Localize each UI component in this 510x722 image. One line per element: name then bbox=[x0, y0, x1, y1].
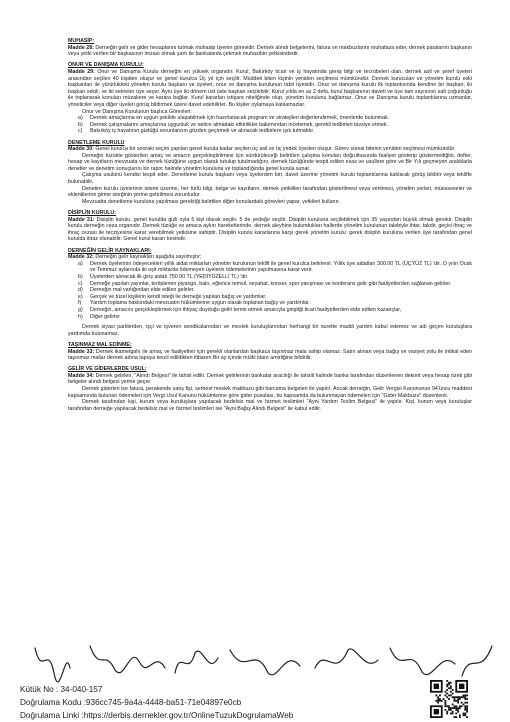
paragraph-text: Derneğin gelir ve gider hesaplarını tutmak muhasip üyenin görevidir. Dernek alındı belgelerini, fatura ve makbuzlarını muhafaza eder, dernek paralarını başkanın veya yetki verilen bir başkasının imzası olmak şartı ile bankalarda çekmek muhasibin yetkisindedir. bbox=[68, 44, 472, 58]
paragraph-text: Derneğin tüzükte gösterilen amaç ve amacın gerçekleştirilmesi için sürdürüleceği belirtilen çalışma konuları doğrultusunda faaliyet gösterip göstermediğini, defter, hesap ve kayıtların mevzuata ve dernek tüzüğüne uygun olarak tutulup tutulmadığını, dernek tüzüğünde tespit edilen esas ve usullere göre ve Bir Yılı geçmeyen aralıklarla denetler ve denetim sonuçlarını bir rapor halinde yönetim kuruluna ve toplandığında genel kurula sunar. bbox=[68, 152, 472, 172]
paragraph-text: Genel kurulca bir sonraki seçim yapılan genel kurula kadar seçilen üç asil ve üç yedek üyeden oluşur. Görev süresi bitenin yeniden seçilmesi mümkündür. bbox=[93, 146, 456, 153]
list-item-label: e) bbox=[78, 293, 83, 300]
list-item-label: b) bbox=[78, 273, 83, 280]
list-item-label: c) bbox=[78, 280, 83, 287]
paragraph-text: Çalışma usulünü kendisi tespit eder. Denetleme kurulu başkanı veya üyelerden biri, davet üzerine yönetim kurulu toplantılarına katılarak görüş bildirir veya teklifte bulunabilir. bbox=[68, 172, 472, 186]
list-item-text: Dernek üyelerinin ödeyecekleri yıllık aidat miktarları yönetim kurulunun teklifi ile genel kurulca belirlenir. Yıllık üye aidatları 300.00 TL (ÜÇYÜZ TL) 'dir. O yılın Ocak ve Temmuz aylarında iki eşit miktarda ödemeyen üyelerin ödemelerinin yapılmasına karar verir. bbox=[90, 260, 472, 274]
list-item-text: Bakırköy iş hayatının güdüğü sorunlarının gözden geçirmek ve alınacak tedbirlere ışık tutmaktır. bbox=[90, 128, 315, 135]
list-item bbox=[68, 314, 472, 321]
signature-2 bbox=[90, 646, 165, 673]
section-heading: GELİR VE GİDERLERDE USUL: bbox=[68, 366, 147, 373]
list-item-label: c) bbox=[78, 128, 83, 135]
paragraph bbox=[68, 172, 472, 185]
paragraph bbox=[68, 386, 472, 399]
list-item bbox=[68, 122, 472, 129]
paragraph bbox=[68, 199, 472, 206]
paragraph bbox=[68, 186, 472, 199]
signature-7 bbox=[462, 646, 492, 676]
section bbox=[68, 62, 472, 135]
verification-footer bbox=[20, 684, 293, 722]
paragraph-text: Onur ve Danışma Kurulu derneğin en yüksek organıdır. Kurul, Bakırköy ticari ve iş hayatında geniş bilgi ve tecrübeleri olan, dernek asil ve şeref üyeleri arasından seçilen 40 kişiden oluşur ve genel kurulca Üç yıl için seçilir. Müddeti biten kişinin yeniden seçilmesi mümkündür. Dernek kurucuları ve yönetim kurulu eski başkanları ile yürürlükteki yönetim kurulu başkanı ve üyeleri, onur ve danışma kurulunun tabii üyesidir. Onur ve danışma kurulu ilk toplantısında kendine bir başkan, iki başkan vekili, ve iki sekreter üye seçer. Aynı üye iki dönem üst üste başkan seçilebilir. Kurul yılda en az 2 defa, kurul başkanının daveti ve üye tam sayısının salt çoğunluğu ile toplanarak konuları müzakere ve karara bağlar. Kurul kararları istişare niteliğinde olup, yönetim kurulunu bağlamaz. Onur ve Danışma kurulu toplantılarına uzmanlar, yöneticiler veya diğer üyeleri görüş bildirmek üzere davet edebilirler. Bu kişiler oylamaya katılamazlar. bbox=[68, 68, 472, 108]
article-number: Madde 31: bbox=[68, 216, 95, 223]
list-item bbox=[68, 281, 472, 288]
list-item bbox=[68, 300, 472, 307]
registry-number: Kütük No : 34-040-157 bbox=[20, 685, 103, 694]
paragraph-text: Dernek gelirleri, "Alındı Belgesi" ile tahsil edilir. Dernek gelirlerinin bankalar aracılığı ile tahsili halinde banka tarafından düzenlenen dekont veya hesap özeti gibi belgeler alındı belgesi yerine geçer. bbox=[68, 372, 472, 386]
paragraph-text: Onur ve Danışma Kurulunun başlıca Görevleri: bbox=[82, 108, 192, 115]
paragraph bbox=[68, 254, 472, 261]
list-item-text: Üyelerden alınacak ilk giriş aidatı 750.00 TL (YEDİYÜZELLİ TL) 'dir. bbox=[90, 273, 249, 280]
list-item-text: Derneğin mal varlığından elde edilen gelirler. bbox=[90, 287, 195, 294]
article-number: Madde 33: bbox=[68, 348, 95, 355]
section bbox=[68, 38, 472, 58]
section bbox=[68, 342, 472, 362]
qr-code-icon bbox=[430, 680, 468, 718]
verification-code: Doğrulama Kodu :936cc745-9a4a-4448-ba51-71e04897e0cb bbox=[20, 697, 242, 707]
article-number: Madde 30: bbox=[68, 146, 94, 153]
list-item bbox=[68, 287, 472, 294]
list-item bbox=[68, 294, 472, 301]
paragraph-text: Disiplin kurulu, genel kurulda gizli oyla 5 kişi olarak seçilir. 5 de yedeğe seçilir. Disiplin kuruluna seçilebilmek için 35 yaşından büyük olmak gerekir. Disiplin kurulu derneğin ceza organıdır. Dernek tüzüğe ve amaca aykırı hareketlerinde, dernek aleyhine bulundukları hallerde yönetim kurulunun talebiyle ihtar, takdir, geçici ihraç ve ihraç cezası ile tecziyesine karar verebilmek yetkisine sahiptir. Disiplin kurulu kararlarına karşı gerek yönetim kurulu: gerek disiplin kuruluna verilen üye tarafından genel kurulda itiraz olunabilir. Genel kurul kararı kesindir. bbox=[68, 216, 472, 243]
paragraph-text: Denetim kurulu üyelerinin istemi üzerine, her türlü bilgi, belge ve kayıtların, dernek yetkilileri tarafından gösterilmesi veya verilmesi, yönetim yerleri, müesseseler ve eklentilerine girme isteğinin yerine getirilmesi zorunludur. bbox=[68, 185, 472, 199]
paragraph: Dernek siyasi partilerden, işçi ve işveren sendikalarından ve meslek kuruluşlarından herhangi bir surette maddi yardım kabul edemez ve adı geçen kuruluşlara yardımda bulunamaz. bbox=[68, 324, 472, 337]
signature-3 bbox=[175, 651, 218, 673]
signature-6 bbox=[390, 648, 455, 675]
paragraph bbox=[68, 69, 472, 109]
list-item-text: Derneğin, amacını gerçekleştirmek için ihtiyaç duyduğu geliri temin etmek amacıyla giriştiği ticari faaliyetlerden elde edilen kazançlar, bbox=[90, 306, 402, 313]
paragraph bbox=[68, 45, 472, 58]
list bbox=[68, 261, 472, 320]
section-heading: DİSİPLİN KURULU: bbox=[68, 210, 116, 217]
section-heading: DERNEĞİN GELİR KAYNAKLARI: bbox=[68, 247, 152, 254]
article-number: Madde 34: bbox=[68, 372, 95, 379]
list-item bbox=[68, 261, 472, 274]
list-item-label: h) bbox=[78, 313, 83, 320]
list-item-label: a) bbox=[78, 115, 83, 122]
list-item-label: g) bbox=[78, 306, 83, 313]
paragraph-text: Mevzuatta denetleme kuruluna yapılması gerektiği belirtilen diğer konulardaki görevleri yapar, yetkileri kullanır. bbox=[82, 198, 340, 205]
section bbox=[68, 210, 472, 243]
paragraph bbox=[68, 153, 472, 173]
paragraph bbox=[68, 349, 472, 362]
signature-1 bbox=[35, 648, 70, 682]
list-item-text: Yardım toplama hakkındaki mevzuatın hükümlerine uygun olarak toplanan bağış ve yardımlar. bbox=[90, 300, 310, 307]
signature-4 bbox=[230, 650, 300, 675]
signature-5 bbox=[315, 649, 378, 668]
paragraph bbox=[68, 373, 472, 386]
section bbox=[68, 248, 472, 338]
section-heading: MUHASİP: bbox=[68, 38, 95, 44]
section bbox=[68, 140, 472, 206]
article-number: Madde 32: bbox=[68, 254, 94, 261]
section-heading: DENETLEME KURULU bbox=[68, 139, 125, 146]
paragraph bbox=[68, 217, 472, 243]
section-heading: TAŞINMAZ MAL EDİNME: bbox=[68, 341, 132, 348]
list-item-text: Dernek amaçlarına en uygun şekilde ulaşabilmek için hazırlanacak program ve stratejileri değerlendirmek, önerilerde bulunmak. bbox=[90, 115, 390, 122]
list-item-label: d) bbox=[78, 287, 83, 294]
list-item bbox=[68, 307, 472, 314]
paragraph bbox=[68, 109, 472, 116]
list-item-label: a) bbox=[78, 260, 83, 267]
section-heading: ONUR VE DANIŞMA KURULU: bbox=[68, 62, 144, 69]
document-body bbox=[68, 38, 472, 412]
list-item-text: Diğer gelirler bbox=[90, 313, 121, 320]
list-item bbox=[68, 274, 472, 281]
list-item bbox=[68, 128, 472, 135]
list-item-text: Derneğe yapılan yayınlar, tertiplenen piyango, balo, eğlence temsil, seyahat, konser, spor yarışması ve konferans gelir gibi faaliyetlerden sağlanan gelirler. bbox=[90, 280, 452, 287]
verification-link[interactable]: Doğrulama Linki :https://derbis.dernekler.gov.tr/OnlineTuzukDogrulamaWeb bbox=[20, 710, 294, 720]
paragraph-text: Dernek giderleri ise fatura, perakende satış fişi, serbest meslek makbuzu gibi harcama belgeleri ile yapılır. Ancak derneğin, Gelir Vergisi Kanununun 94'üncu maddesi kapsamında bulunan ödemeleri için Vergi Usul Kanunu hükümlerine göre gider pusulası, bu kapsamda da bulunmayan ödemeleri için "Gider Makbuzu" düzenlenir. bbox=[68, 386, 472, 399]
article-number: Madde 28: bbox=[68, 44, 94, 51]
list-item-text: Gerçek ve tüzel kişilerin kendi isteği ile derneğe yapılan bağış ve yardımlar. bbox=[90, 293, 267, 300]
list-item-label: f) bbox=[78, 300, 82, 307]
paragraph bbox=[68, 399, 472, 412]
paragraph-text: Dernek tarafından kişi, kurum veya kuruluşlara yapılacak bedelsiz mal ve hizmet teslimleri "Ayni Yardım Teslim Belgesi" ile yapılır. Kişi, kurum veya kuruluşlar tarafından derneğe yapılacak bedelsiz mal ve hizmet teslimleri ise "Ayni Bağış Alındı Belgesi" ile kabul edilir. bbox=[68, 399, 472, 412]
paragraph-text: Derneğin gelir kaynakları aşağıda sayılmıştır; bbox=[93, 254, 202, 261]
paragraph bbox=[68, 146, 472, 153]
paragraph-text: Dernek ikametgahı ile amaç ve faaliyetleri için gerekli olanlardan başkaca taşınmaz mala sahip olamaz. Satın alınan veya bağış ve vasiyet yolu ile intikal eden taşınmaz mallar dernek adına tapuya tescil edildikten itibaren Bir ay içinde mülki idare amirliğine bildirilir. bbox=[68, 348, 472, 362]
article-number: Madde 29: bbox=[68, 68, 95, 75]
list-item bbox=[68, 115, 472, 122]
section bbox=[68, 366, 472, 412]
list-item-label: b) bbox=[78, 121, 83, 128]
list bbox=[68, 115, 472, 135]
list-item-text: Dernek çalışmalarını amaçlarına uygunluk ve netice almadaki etkinlikler bakımından incelemek, gerekli tedbirleri tavsiye etmek. bbox=[90, 121, 388, 128]
